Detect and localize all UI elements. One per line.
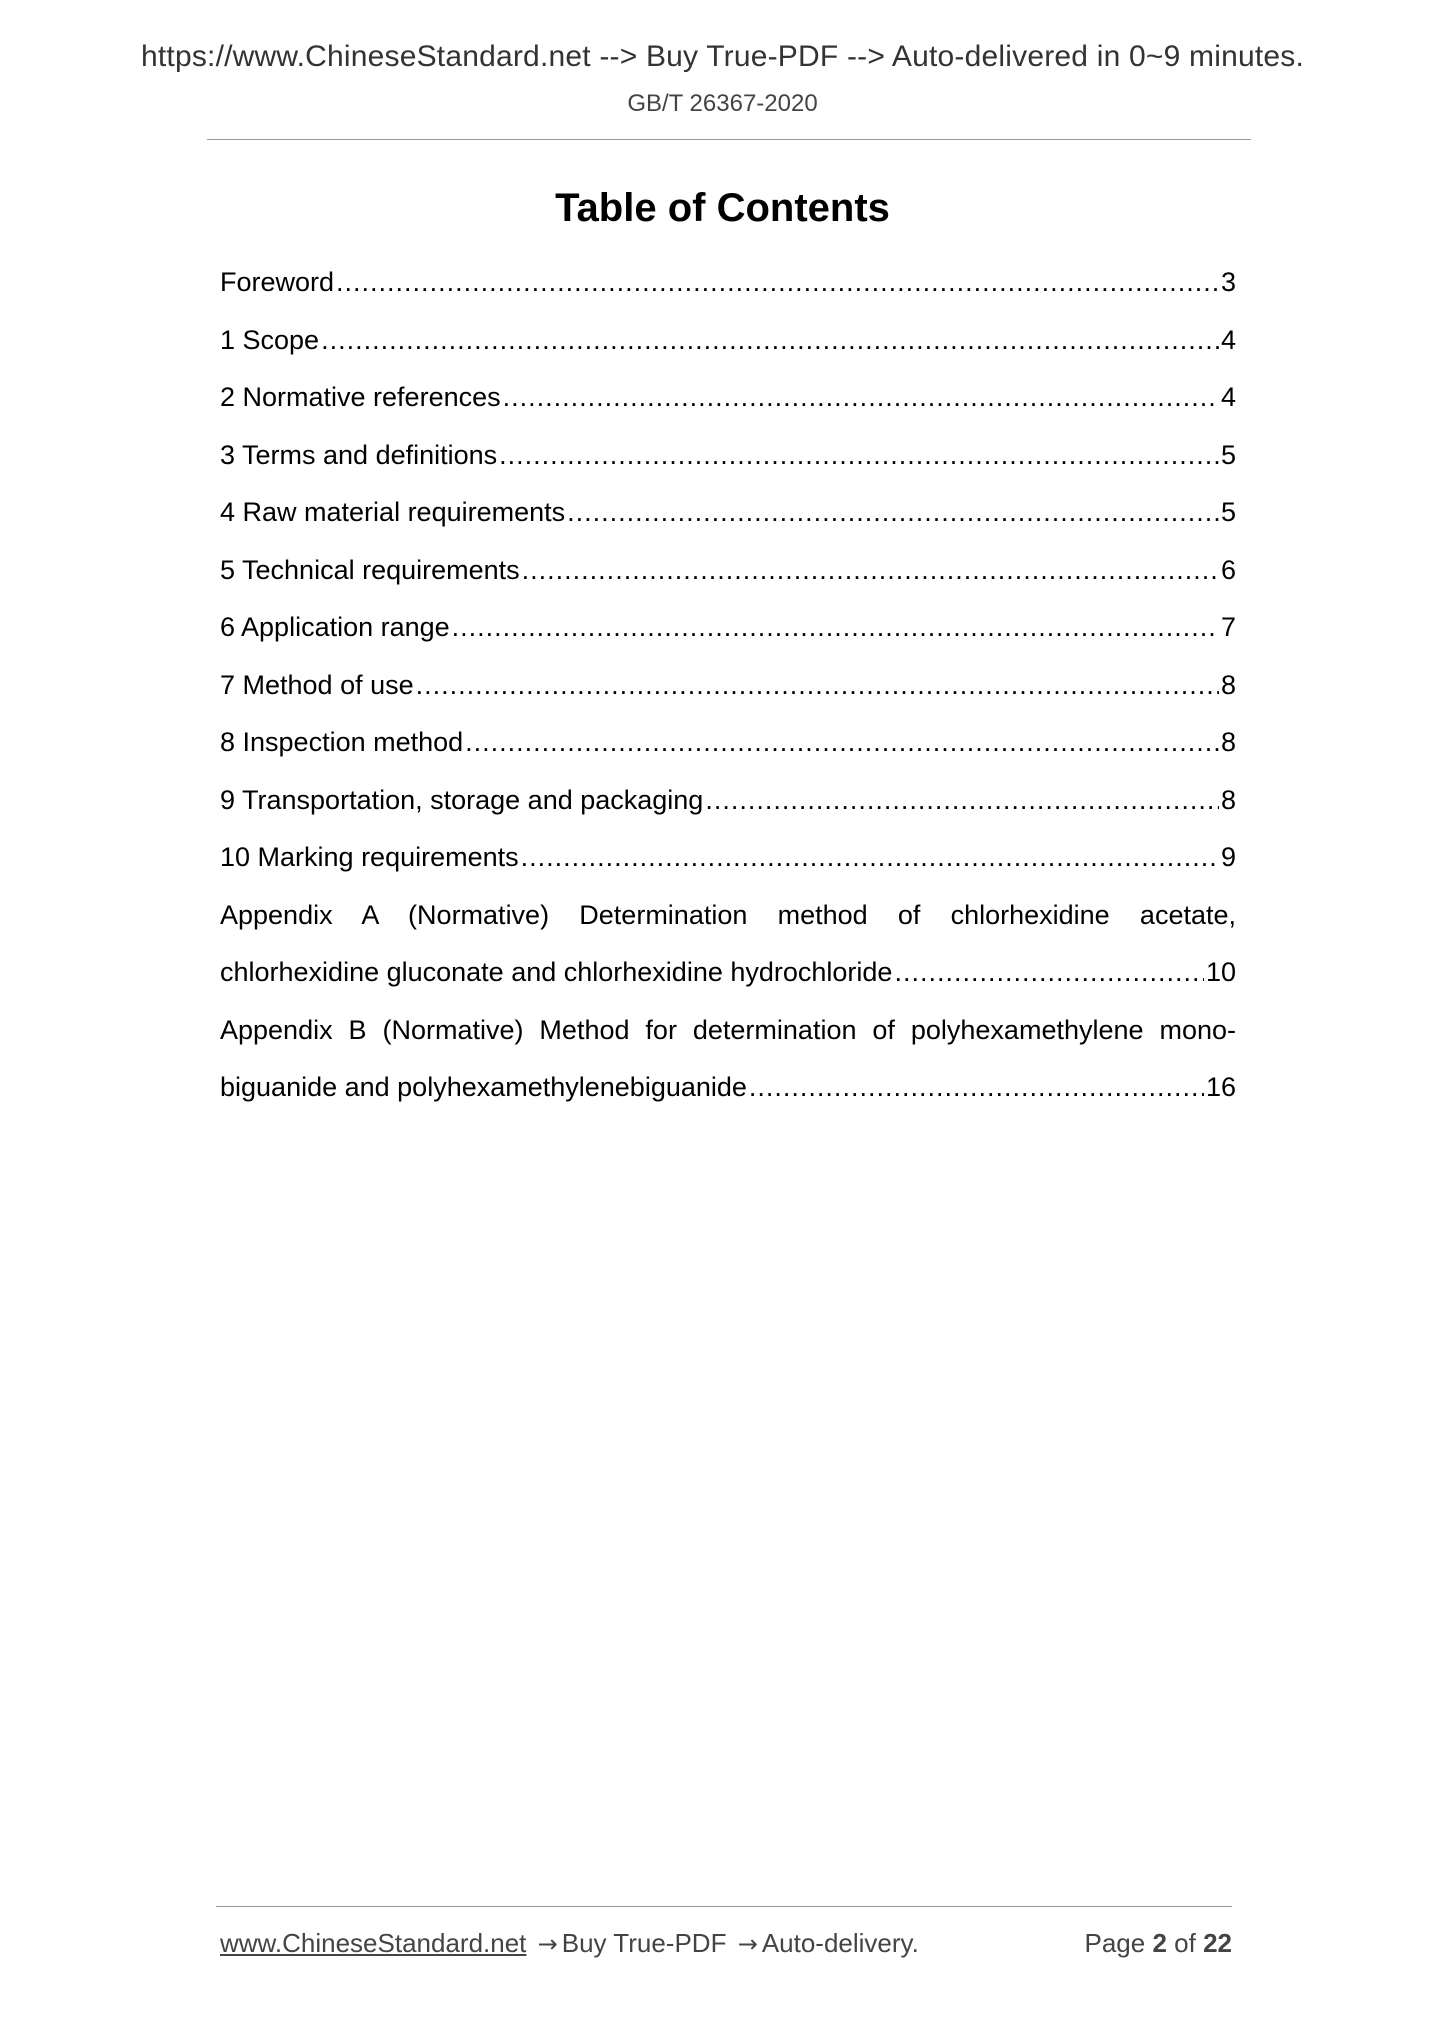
toc-label: 1 Scope (220, 324, 320, 355)
top-banner: https://www.ChineseStandard.net --> Buy True-PDF --> Auto-delivered in 0~9 minutes. (141, 40, 1304, 73)
toc-leader (522, 542, 1219, 600)
toc-entry-scope[interactable] (220, 312, 1236, 370)
document-code: GB/T 26367-2020 (627, 90, 818, 117)
toc-page-number: 10 (1205, 957, 1236, 987)
current-page-number: 2 (1152, 1928, 1167, 1958)
toc-label: Foreword (220, 267, 335, 297)
toc-entry-transportation-storage-packaging[interactable] (220, 772, 1236, 830)
toc-page-number: 9 (1220, 842, 1236, 872)
toc-leader (503, 369, 1219, 427)
toc-page-number: 4 (1220, 324, 1236, 355)
toc-label-line-1: Appendix B (Normative) Method for determination of polyhexamethylene mono- (220, 1014, 1236, 1045)
toc-page-number: 6 (1220, 554, 1236, 585)
of-word: of (1174, 1928, 1196, 1958)
toc-entry-marking-requirements[interactable] (220, 829, 1236, 887)
toc-label: 8 Inspection method (220, 727, 464, 757)
toc-leader (336, 254, 1219, 312)
toc-leader (321, 312, 1219, 370)
toc-label: 5 Technical requirements (220, 554, 520, 585)
toc-leader (465, 714, 1219, 772)
page-indicator (1084, 1928, 1232, 1959)
toc-label: 3 Terms and definitions (220, 439, 498, 470)
toc-entry-inspection-method[interactable] (220, 714, 1236, 772)
toc-entry-technical-requirements[interactable] (220, 542, 1236, 600)
toc-leader (499, 427, 1219, 485)
toc-page-number: 8 (1220, 784, 1236, 815)
toc-entry-application-range[interactable] (220, 599, 1236, 657)
toc-page-number: 5 (1220, 497, 1236, 527)
footer-promo (220, 1928, 919, 1959)
toc-leader (416, 657, 1219, 715)
toc-label: 2 Normative references (220, 382, 501, 412)
toc-leader (749, 1059, 1204, 1117)
toc-page-number: 8 (1220, 727, 1236, 757)
total-pages-number: 22 (1203, 1928, 1232, 1958)
toc-page-number: 5 (1220, 439, 1236, 470)
table-of-contents (220, 254, 1236, 1117)
toc-page-number: 4 (1220, 382, 1236, 412)
toc-entry-raw-material-requirements[interactable] (220, 484, 1236, 542)
toc-leader (894, 944, 1204, 1002)
footer-buy-text: Buy True-PDF (561, 1928, 727, 1958)
toc-label-line-1: Appendix A (Normative) Determination method of chlorhexidine acetate, (220, 899, 1236, 930)
toc-page-number: 7 (1220, 612, 1236, 642)
footer-divider (216, 1906, 1232, 1907)
header-divider (207, 139, 1251, 140)
right-arrow-icon: → (537, 1930, 558, 1958)
page-title: Table of Contents (555, 186, 890, 230)
toc-label-line-2: chlorhexidine gluconate and chlorhexidine hydrochloride (220, 957, 893, 987)
toc-entry-terms-and-definitions[interactable] (220, 427, 1236, 485)
page-word: Page (1084, 1928, 1146, 1958)
website-link[interactable]: www.ChineseStandard.net (220, 1928, 527, 1958)
toc-leader (452, 599, 1219, 657)
toc-label: 9 Transportation, storage and packaging (220, 784, 704, 815)
toc-entry-foreword[interactable] (220, 254, 1236, 312)
toc-entry-appendix-b[interactable] (220, 1002, 1236, 1117)
toc-page-number: 8 (1220, 669, 1236, 700)
toc-entry-normative-references[interactable] (220, 369, 1236, 427)
toc-leader (705, 772, 1219, 830)
toc-label: 10 Marking requirements (220, 842, 519, 872)
toc-leader (567, 484, 1219, 542)
footer-delivery-text: Auto-delivery. (761, 1928, 919, 1958)
toc-label-line-2: biguanide and polyhexamethylenebiguanide (220, 1072, 747, 1102)
toc-label: 7 Method of use (220, 669, 414, 700)
toc-entry-appendix-a[interactable] (220, 887, 1236, 1002)
toc-page-number: 16 (1205, 1072, 1236, 1102)
toc-leader (521, 829, 1219, 887)
toc-entry-method-of-use[interactable] (220, 657, 1236, 715)
right-arrow-icon: → (737, 1930, 758, 1958)
toc-label: 6 Application range (220, 612, 450, 642)
toc-label: 4 Raw material requirements (220, 497, 566, 527)
toc-page-number: 3 (1220, 267, 1236, 297)
